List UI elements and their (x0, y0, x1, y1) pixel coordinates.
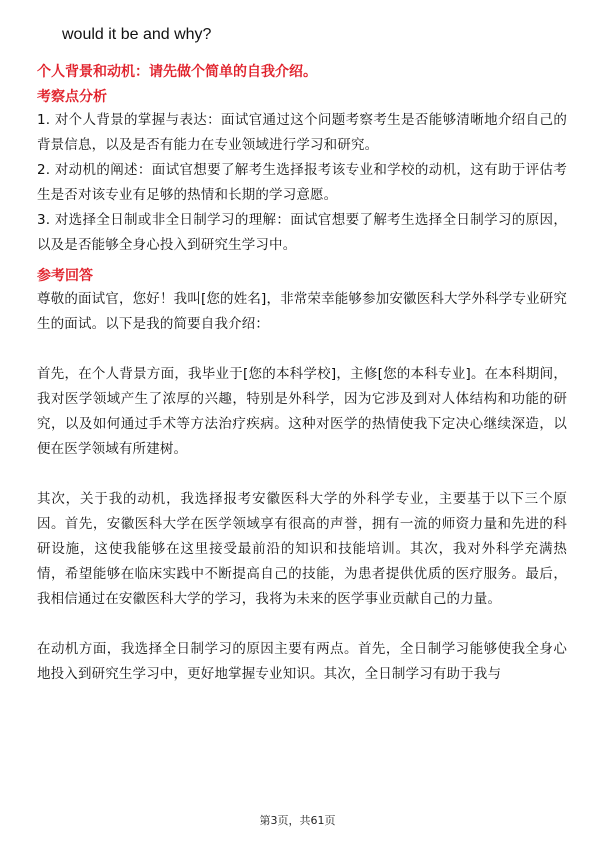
answer-paragraph: 在动机方面，我选择全日制学习的原因主要有两点。首先，全日制学习能够使我全身心地投入到研究生学习中，更好地掌握专业知识。其次，全日制学习有助于我与 (37, 641, 567, 682)
answer-paragraph: 尊敬的面试官，您好！我叫[您的姓名]，非常荣幸能够参加安徽医科大学外科学专业研究生的面试。以下是我的简要自我介绍： (37, 291, 567, 332)
page-content (37, 62, 567, 687)
paragraph-spacer (37, 462, 567, 487)
analysis-heading: 考察点分析 (37, 89, 107, 105)
answer-paragraph: 其次，关于我的动机，我选择报考安徽医科大学的外科学专业，主要基于以下三个原因。首先，安徽医科大学在医学领域享有很高的声誉，拥有一流的师资力量和先进的科研设施，这使我能够在这里接受最前沿的知识和技能培训。其次，我对外科学充满热情，希望能够在临床实践中不断提高自己的技能，为患者提供优质的医疗服务。最后，我相信通过在安徽医科大学的学习，我将为未来的医学事业贡献自己的力量。 (37, 491, 567, 607)
section-gap (37, 258, 567, 266)
paragraph-spacer (37, 612, 567, 637)
analysis-item: 3. 对选择全日制或非全日制学习的理解：面试官想要了解考生选择全日制学习的原因，以及是否能够全身心投入到研究生学习中。 (37, 212, 567, 253)
answer-heading: 参考回答 (37, 268, 93, 284)
paragraph-spacer (37, 337, 567, 362)
answer-paragraph: 首先，在个人背景方面，我毕业于[您的本科学校]，主修[您的本科专业]。在本科期间，我对医学领域产生了浓厚的兴趣，特别是外科学，因为它涉及到对人体结构和功能的研究，以及如何通过手术等方法治疗疾病。这种对医学的热情使我下定决心继续深造，以便在医学领域有所建树。 (37, 366, 567, 457)
page-number-footer: 第3页，共61页 (259, 814, 336, 827)
analysis-item: 2. 对动机的阐述：面试官想要了解考生选择报考该专业和学校的动机，这有助于评估考生是否对该专业有足够的热情和长期的学习意愿。 (37, 162, 567, 203)
analysis-item: 1. 对个人背景的掌握与表达：面试官通过这个问题考察考生是否能够清晰地介绍自己的背景信息，以及是否有能力在专业领域进行学习和研究。 (37, 112, 567, 153)
question-title: 个人背景和动机：请先做个简单的自我介绍。 (37, 64, 317, 80)
continued-question-text: would it be and why? (62, 26, 212, 43)
